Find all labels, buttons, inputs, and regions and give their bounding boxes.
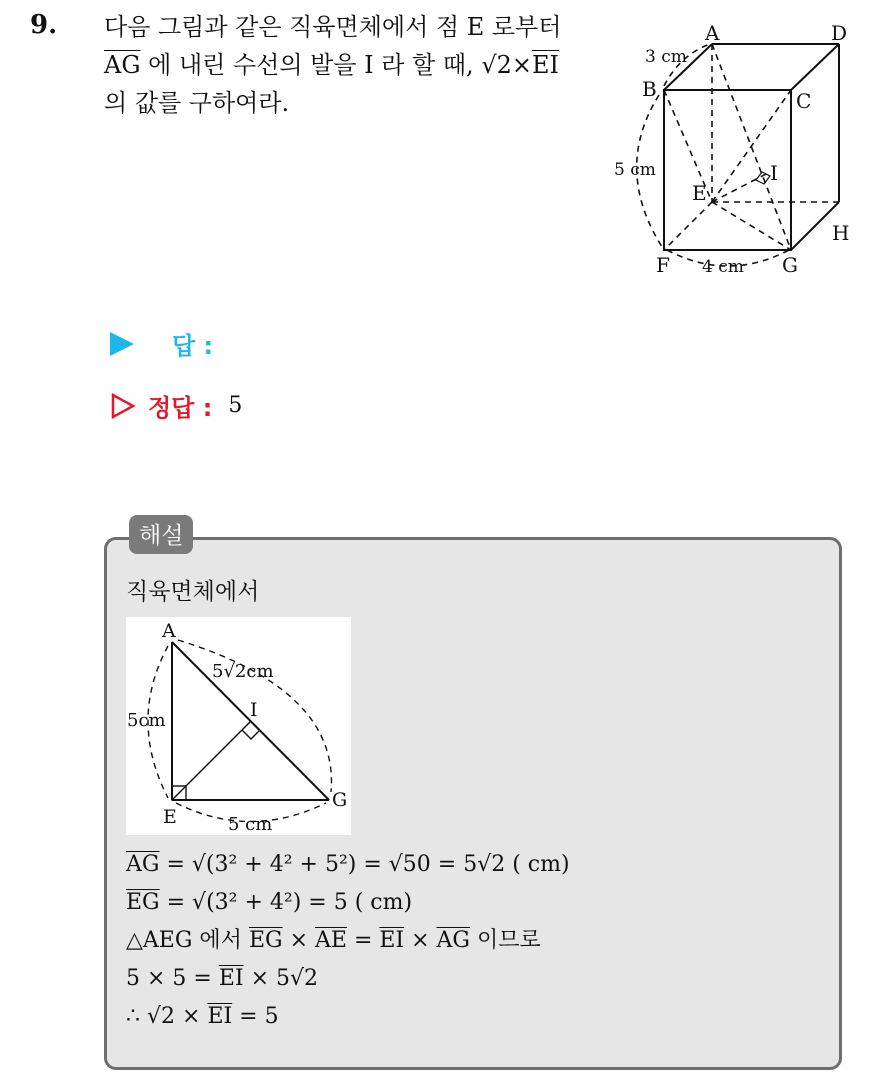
play-triangle-icon: [110, 332, 134, 356]
edge-cd: [791, 44, 839, 90]
eq3-seg-ei: $\overline{EI}$: [379, 928, 405, 953]
question-line-3: 의 값를 구하여라.: [104, 89, 290, 117]
equation-5: [126, 998, 570, 1036]
vertex-e-label: E: [692, 181, 707, 205]
eq3-op-1: ×: [282, 928, 315, 953]
question-line-1: 다음 그림과 같은 직육면체에서 점 E 로부터: [104, 13, 562, 41]
tri-vertex-e: E: [163, 806, 177, 828]
correct-answer-value: 5: [228, 393, 243, 418]
eq3-seg-ae: $\overline{AE}$: [315, 928, 347, 953]
tri-vertex-a: A: [162, 620, 176, 642]
right-angle-i: [242, 730, 260, 739]
eq5-segment: $\overline{EI}$: [207, 1004, 233, 1029]
dim-ae-label: 5cm: [127, 710, 166, 731]
eq3-seg-eg: $\overline{EG}$: [248, 928, 283, 953]
outline-triangle-icon: [110, 393, 136, 419]
equation-1: [126, 846, 570, 884]
eq3-pre: △AEG 에서: [126, 928, 249, 953]
eq3-op-3: ×: [404, 928, 437, 953]
times-sign: ×: [511, 51, 532, 79]
dim-bf-label: 5 cm: [614, 160, 656, 180]
answer-label: 답 :: [172, 332, 214, 360]
segment-ei: [172, 721, 251, 800]
eq3-seg-ag: $\overline{AG}$: [436, 928, 471, 953]
tri-vertex-i: I: [250, 699, 258, 721]
dim-eg-label: 5 cm: [228, 814, 273, 835]
tri-vertex-g: G: [332, 789, 348, 811]
eq1-segment: $\overline{AG}$: [126, 852, 160, 877]
segment-eg: [712, 202, 791, 250]
vertex-g-label: G: [782, 253, 798, 277]
dim-ab-label: 3 cm: [645, 47, 687, 67]
segment-ec: [712, 90, 791, 202]
vertex-c-label: C: [796, 89, 812, 113]
eq5-pre: ∴ √2 ×: [126, 1004, 208, 1029]
eq3-post: 이므로: [470, 928, 541, 953]
correct-answer-label: 정답 :: [148, 394, 213, 422]
segment-ei: $\overline{EI}$: [531, 51, 559, 79]
equation-4: [126, 960, 570, 998]
triangle-figure-box: [126, 617, 351, 835]
vertex-f-label: F: [656, 253, 670, 277]
vertex-a-label: A: [705, 21, 720, 45]
edge-ef: [664, 202, 712, 250]
vertex-b-label: B: [642, 77, 657, 101]
eq1-rest: = √(3² + 4² + 5²) = √50 = 5√2 ( cm): [159, 852, 570, 877]
eq2-rest: = √(3² + 4²) = 5 ( cm): [159, 890, 413, 915]
question-line-2: [104, 46, 594, 84]
vertex-h-label: H: [832, 221, 850, 245]
vertex-i-label: I: [770, 161, 778, 185]
eq4-segment: $\overline{EI}$: [218, 966, 244, 991]
explanation-tag: 해설: [129, 515, 193, 554]
question-text: [104, 8, 594, 122]
eq2-segment: $\overline{EG}$: [126, 890, 160, 915]
question-number: 9.: [30, 10, 58, 40]
equation-2: [126, 884, 570, 922]
sqrt-two: √2: [481, 51, 512, 79]
equation-3: [126, 922, 570, 960]
eq4-pre: 5 × 5 =: [126, 966, 219, 991]
equations: [126, 846, 570, 1036]
correct-answer-row: [110, 388, 242, 423]
explanation-intro: 직육면체에서: [126, 579, 260, 605]
triangle-figure: [126, 617, 351, 835]
segment-ei-line: [712, 173, 768, 202]
answer-row: [110, 326, 213, 361]
dim-fg-label: 4 cm: [702, 257, 744, 277]
prism-figure: [600, 18, 860, 280]
vertex-d-label: D: [831, 21, 848, 45]
dim-ag-label: 5√2cm: [212, 661, 274, 682]
question-line-2-mid: 에 내린 수선의 발을 I 라 할 때,: [140, 51, 482, 79]
eq3-op-2: =: [346, 928, 380, 953]
eq4-post: × 5√2: [243, 966, 319, 991]
segment-ag: $\overline{AG}$: [104, 51, 141, 79]
eq5-post: = 5: [232, 1004, 279, 1029]
